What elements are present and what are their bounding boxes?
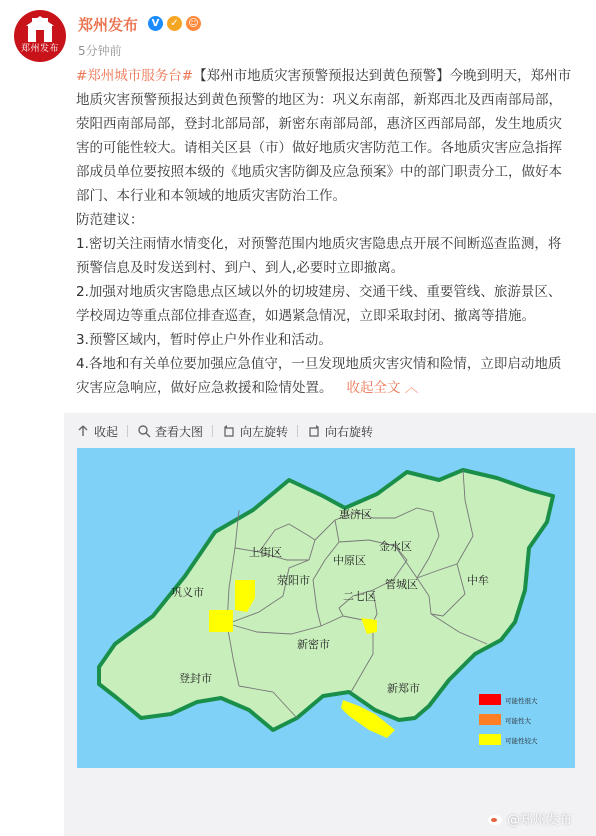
rotate-right-label: 向右旋转 — [325, 424, 374, 439]
user-badges — [148, 16, 201, 31]
rotate-left-icon — [222, 424, 236, 438]
legend-swatch-big — [479, 714, 501, 725]
legend-label-high: 可能性很大 — [505, 697, 538, 705]
zhengzhou-map — [77, 448, 575, 768]
magnifier-icon — [137, 424, 151, 438]
view-large-label: 查看大图 — [155, 424, 204, 439]
toolbar-divider — [212, 425, 213, 437]
label-jinshui: 金水区 — [379, 540, 412, 553]
legend-swatch-fairly — [479, 734, 501, 745]
legend-label-fairly: 可能性较大 — [505, 737, 538, 745]
emoji-icon: ☺ — [186, 16, 201, 31]
label-zhongmou: 中牟 — [467, 574, 489, 587]
label-erqi: 二七区 — [343, 590, 376, 603]
user-name[interactable]: 郑州发布 — [78, 16, 139, 34]
warning-zone-dengfeng-n — [209, 610, 233, 632]
legend-label-big: 可能性大 — [505, 717, 531, 725]
paragraph-6 — [76, 352, 574, 400]
image-toolbar — [76, 422, 373, 440]
paragraph-5: 3.预警区域内，暂时停止户外作业和活动。 — [76, 332, 332, 348]
post-text — [76, 64, 574, 400]
label-shangjie: 上街区 — [249, 546, 282, 559]
paragraph-3: 1.密切关注雨情水情变化，对预警范围内地质灾害隐患点开展不间断巡查监测，将预警信息及时发送到村、到户、到人,必要时立即撤离。 — [76, 236, 562, 276]
legend-swatch-high — [479, 694, 501, 705]
collapse-text-link[interactable]: 收起全文 ︿ — [346, 380, 419, 396]
watermark-text: @郑州发布 — [506, 813, 572, 828]
toolbar-divider — [127, 425, 128, 437]
topic-link[interactable]: #郑州城市服务台# — [76, 68, 194, 84]
toolbar-divider — [297, 425, 298, 437]
label-huiji: 惠济区 — [339, 508, 372, 521]
paragraph-2: 防范建议： — [76, 212, 144, 228]
collapse-image-label: 收起 — [94, 424, 119, 439]
rotate-right-icon — [307, 424, 321, 438]
post-time: 5分钟前 — [78, 44, 122, 58]
weibo-icon — [487, 812, 503, 826]
avatar[interactable] — [14, 10, 66, 62]
rotate-left-button[interactable] — [222, 423, 288, 440]
paragraph-1 — [76, 64, 574, 208]
label-dengfeng: 登封市 — [179, 672, 212, 685]
image-watermark — [487, 809, 572, 828]
paragraph-1-body: 【郑州市地质灾害预警预报达到黄色预警】今晚到明天，郑州市地质灾害预警预报达到黄色预警的地区为：巩义东南部，新郑西北及西南部局部，荥阳西南部局部，登封北部局部，新密东南部局部，惠济区西部局部，发生地质灾害的可能性较大。请相关区县（市）做好地质灾害防范工作。各地质灾害应急指挥部成员单位要按照本级的《地质灾害防御及应急预案》中的部门职责分工，做好本部门、本行业和本领域的地质灾害防治工作。 — [76, 68, 572, 204]
rotate-right-button[interactable] — [307, 423, 373, 440]
rotate-left-label: 向左旋转 — [240, 424, 289, 439]
avatar-label: 郑州发布 — [20, 44, 59, 54]
medal-icon: ✓ — [167, 16, 182, 31]
label-xinmi: 新密市 — [297, 638, 330, 651]
label-xinzheng: 新郑市 — [387, 682, 420, 695]
view-large-button[interactable] — [137, 423, 203, 440]
label-zhongyuan: 中原区 — [333, 554, 366, 567]
label-gongyi: 巩义市 — [171, 586, 204, 599]
building-icon — [14, 10, 66, 62]
label-xingyang: 荥阳市 — [277, 574, 310, 587]
arrow-up-icon — [76, 424, 90, 438]
post-header — [14, 10, 584, 65]
label-guancheng: 管城区 — [385, 578, 418, 591]
warning-map-image[interactable] — [77, 448, 575, 768]
paragraph-6-body: 4.各地和有关单位要加强应急值守，一旦发现地质灾害灾情和险情，立即启动地质灾害应急响应，做好应急救援和险情处置。 — [76, 356, 562, 396]
paragraph-4: 2.加强对地质灾害隐患点区域以外的切坡建房、交通干线、重要管线、旅游景区、学校周边等重点部位排查巡查，如遇紧急情况，立即采取封闭、撤离等措施。 — [76, 284, 562, 324]
collapse-image-button[interactable] — [76, 423, 118, 440]
verified-icon: V — [148, 16, 163, 31]
